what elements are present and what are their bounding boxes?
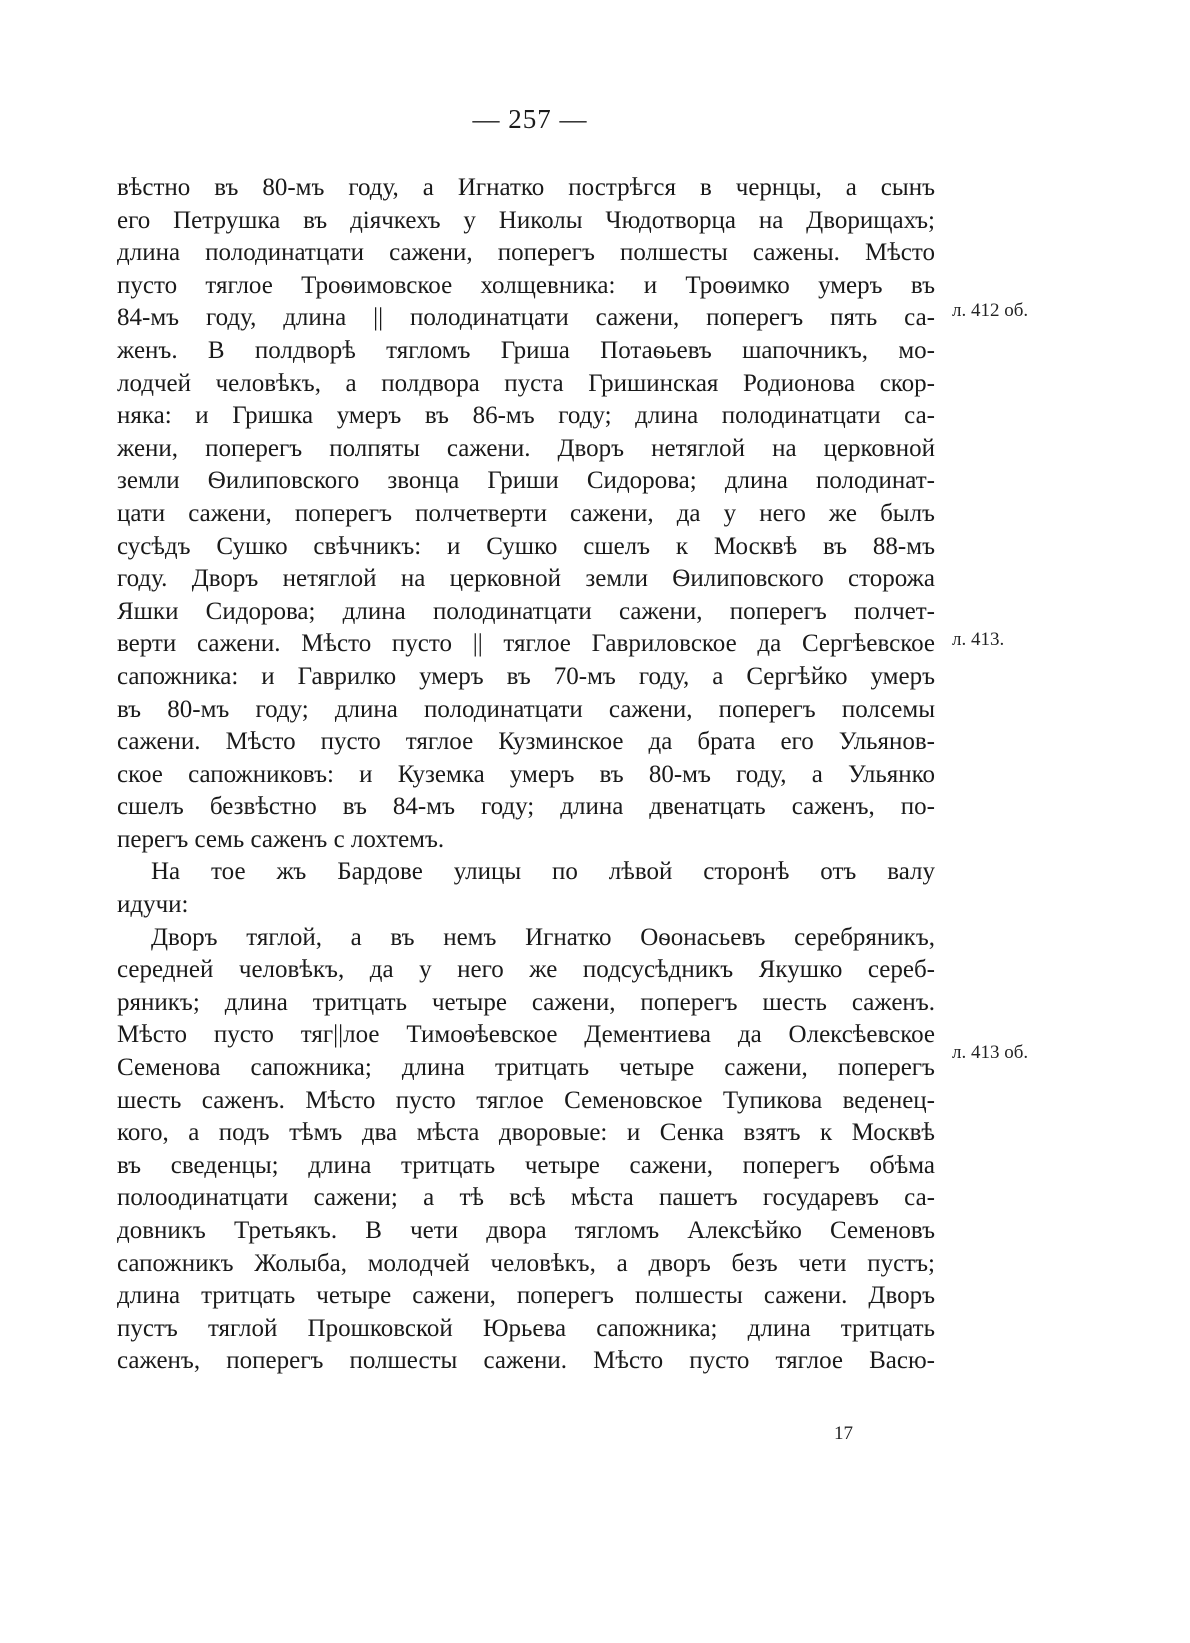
text-line: Дворъ тяглой, а въ немъ Игнатко Оѳонасьевъ серебряникъ, <box>151 923 935 951</box>
margin-note: л. 412 об. <box>952 300 1029 321</box>
text-line: пусто тяглое Троѳимовское холщевника: и Троѳимко умеръ въ <box>117 271 935 299</box>
text-line: На тое жъ Бардове улицы по лѣвой сторонѣ отъ валу <box>151 858 935 886</box>
text-line: длина тритцать четыре сажени, поперегъ полшесты сажени. Дворъ <box>117 1282 935 1310</box>
text-line: его Петрушка въ діячкехъ у Николы Чюдотворца на Дворищахъ; <box>117 206 935 234</box>
text-line: середней человѣкъ, да у него же подсусѣдникъ Якушко сереб- <box>117 956 935 984</box>
text-line: полоодинатцати сажени; а тѣ всѣ мѣста пашетъ государевъ са- <box>117 1184 935 1212</box>
text-line: сапожникъ Жолыба, молодчей человѣкъ, а дворъ безъ чети пустъ; <box>117 1249 935 1277</box>
margin-note: л. 413. <box>952 629 1005 650</box>
text-line: саженъ, поперегъ полшесты сажени. Мѣсто пусто тяглое Васю- <box>117 1347 935 1375</box>
text-line: женъ. В полдворѣ тягломъ Гриша Потаѳьевъ шапочникъ, мо- <box>117 336 935 364</box>
text-line: ряникъ; длина тритцать четыре сажени, поперегъ шесть саженъ. <box>117 988 935 1016</box>
margin-note: л. 413 об. <box>952 1042 1029 1063</box>
signature-mark: 17 <box>834 1423 853 1444</box>
text-line: Семенова сапожника; длина тритцать четыре сажени, поперегъ <box>117 1054 935 1082</box>
text-line: идучи: <box>117 891 189 919</box>
text-line: сажени. Мѣсто пусто тяглое Кузминское да брата его Ульянов- <box>117 728 935 756</box>
text-line: кого, а подъ тѣмъ два мѣста дворовые: и Сенка взятъ к Москвѣ <box>117 1119 935 1147</box>
text-line: земли Ѳилиповского звонца Гриши Сидорова; длина полодинат- <box>117 467 935 495</box>
text-line: довникъ Третьякъ. В чети двора тягломъ Алексѣйко Семеновъ <box>117 1217 935 1244</box>
text-line: пустъ тяглой Прошковской Юрьева сапожника; длина тритцать <box>117 1314 935 1342</box>
body-text <box>117 172 935 1378</box>
text-line: 84-мъ году, длина || полодинатцати сажени, поперегъ пять са- <box>117 304 935 332</box>
text-line: сапожника: и Гаврилко умеръ въ 70-мъ году, а Сергѣйко умеръ <box>117 662 935 690</box>
text-line: шесть саженъ. Мѣсто пусто тяглое Семеновское Тупикова веденец- <box>117 1086 935 1114</box>
text-line: Мѣсто пусто тяг||лое Тимоѳѣевское Дементиева да Олексѣевское <box>117 1021 935 1049</box>
text-line: Яшки Сидорова; длина полодинатцати сажени, поперегъ полчет- <box>117 597 935 625</box>
text-line: перегъ семь саженъ с лохтемъ. <box>117 825 445 853</box>
text-line: длина полодинатцати сажени, поперегъ полшесты сажены. Мѣсто <box>117 239 935 267</box>
text-line: няка: и Гришка умеръ въ 86-мъ году; длина полодинатцати са- <box>117 402 935 430</box>
text-line: году. Дворъ нетяглой на церковной земли Ѳилиповского сторожа <box>117 565 935 593</box>
text-line: сшелъ безвѣстно въ 84-мъ году; длина двенатцать саженъ, по- <box>117 793 935 821</box>
text-line: въ 80-мъ году; длина полодинатцати сажени, поперегъ полсемы <box>117 695 935 723</box>
text-line: ское сапожниковъ: и Куземка умеръ въ 80-мъ году, а Ульянко <box>117 760 935 788</box>
text-line: сусѣдъ Сушко свѣчникъ: и Сушко сшелъ к Москвѣ въ 88-мъ <box>117 532 935 560</box>
text-line: верти сажени. Мѣсто пусто || тяглое Гавриловское да Сергѣевское <box>117 630 935 658</box>
page-number: — 257 — <box>472 104 588 134</box>
text-line: цати сажени, поперегъ полчетверти сажени, да у него же былъ <box>117 499 935 527</box>
text-line: жени, поперегъ полпяты сажени. Дворъ нетяглой на церковной <box>117 434 935 462</box>
text-line: въ сведенцы; длина тритцать четыре сажени, поперегъ обѣма <box>117 1151 935 1179</box>
text-line: лодчей человѣкъ, а полдвора пуста Гришинская Родионова скор- <box>117 369 935 397</box>
text-line: вѣстно въ 80-мъ году, а Игнатко пострѣгся в чернцы, а сынъ <box>117 174 935 201</box>
